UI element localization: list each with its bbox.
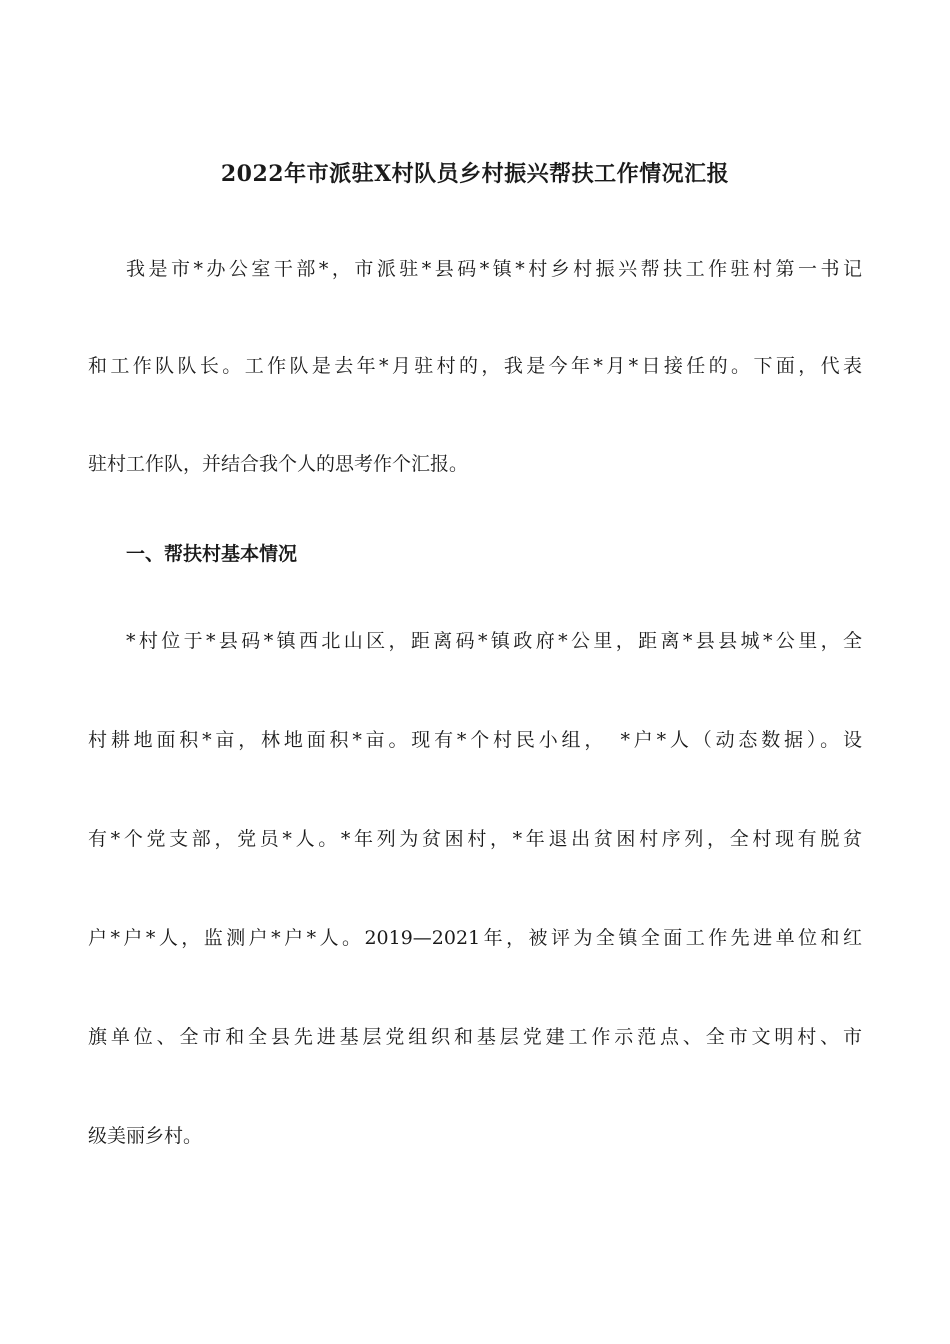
document-title: 2022年市派驻X村队员乡村振兴帮扶工作情况汇报 — [220, 161, 730, 187]
paragraph-2-line-4: 户*户*人，监测户*户*人。2019—2021年，被评为全镇全面工作先进单位和红 — [88, 927, 862, 949]
paragraph-2-line-6: 级美丽乡村。 — [88, 1125, 203, 1147]
paragraph-2-line-5: 旗单位、全市和全县先进基层党组织和基层党建工作示范点、全市文明村、市 — [88, 1026, 862, 1048]
paragraph-1-line-3: 驻村工作队，并结合我个人的思考作个汇报。 — [88, 453, 469, 475]
paragraph-2-line-3: 有*个党支部，党员*人。*年列为贫困村，*年退出贫困村序列，全村现有脱贫 — [88, 828, 862, 850]
paragraph-2-line-2: 村耕地面积*亩，林地面积*亩。现有*个村民小组， *户*人（动态数据）。设 — [88, 729, 862, 751]
paragraph-2-line-1: *村位于*县码*镇西北山区，距离码*镇政府*公里，距离*县县城*公里，全 — [126, 630, 862, 652]
section-1-heading: 一、帮扶村基本情况 — [126, 543, 298, 565]
paragraph-1-line-1: 我是市*办公室干部*，市派驻*县码*镇*村乡村振兴帮扶工作驻村第一书记 — [126, 258, 862, 280]
paragraph-1-line-2: 和工作队队长。工作队是去年*月驻村的，我是今年*月*日接任的。下面，代表 — [88, 355, 862, 377]
